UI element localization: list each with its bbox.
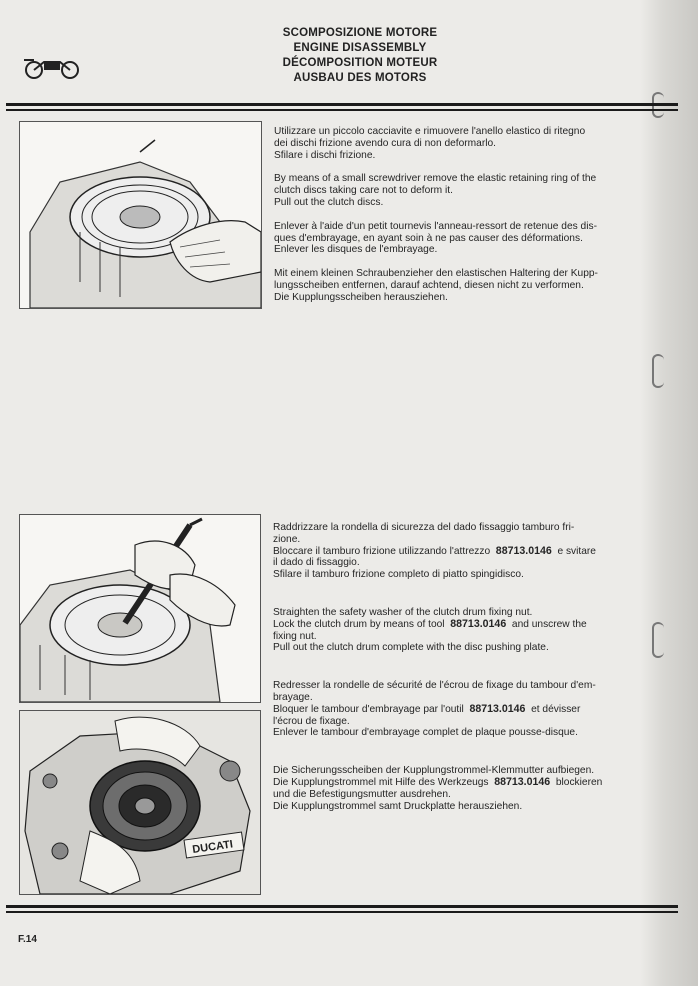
text-line: By means of a small screwdriver remove the elastic retaining ring of the: [274, 173, 597, 185]
text-fragment: and unscrew the: [511, 618, 587, 630]
text-line: Die Sicherungsscheiben der Kupplungstrommel-Klemmutter aufbiegen.: [273, 765, 595, 777]
text-line: Enlever le tambour d'embrayage complet de plaque pousse-disque.: [273, 727, 578, 739]
text-line: Pull out the clutch drum complete with the disc pushing plate.: [273, 642, 549, 654]
text-fragment: blockieren: [555, 776, 603, 788]
text-line: l'écrou de fixage.: [273, 715, 350, 727]
section2-english: [273, 607, 602, 654]
text-fragment: Lock the clutch drum by means of tool: [273, 618, 445, 630]
figure-clutch-drum-removal: [19, 710, 261, 895]
title-en: ENGINE DISASSEMBLY: [293, 42, 427, 54]
figure-clutch-discs: [19, 121, 262, 309]
text-fragment: Bloccare il tamburo frizione utilizzando l'attrezzo: [273, 545, 491, 557]
text-line: [273, 704, 602, 716]
text-line: ques d'embrayage, en ayant soin à ne pas causer des déformations.: [274, 232, 583, 244]
text-line: Sfilare il tamburo frizione completo di piatto spingidisco.: [273, 569, 524, 581]
text-line: Enlever les disques de l'embrayage.: [274, 244, 438, 256]
section1-italian: [274, 126, 598, 161]
binder-ring: [652, 622, 664, 658]
section1-english: [274, 173, 598, 208]
page-title: [240, 26, 480, 86]
title-de: AUSBAU DES MOTORS: [293, 72, 427, 84]
title-fr: DÉCOMPOSITION MOTEUR: [282, 57, 438, 69]
text-line: [273, 619, 602, 631]
text-line: [273, 546, 602, 558]
section1-french: [274, 221, 598, 256]
text-line: Straighten the safety washer of the clutch drum fixing nut.: [273, 606, 533, 618]
section2-french: [273, 680, 602, 739]
section1-text: [274, 126, 598, 316]
text-line: Mit einem kleinen Schraubenzieher den elastischen Haltering der Kupp-: [274, 268, 598, 280]
text-fragment: e svitare: [557, 545, 596, 557]
text-line: Raddrizzare la rondella di sicurezza del dado fissaggio tamburo fri-: [273, 522, 575, 533]
text-fragment: Die Kupplungstrommel mit Hilfe des Werkzeugs: [273, 776, 489, 788]
footer-divider: [6, 905, 678, 908]
text-line: Die Kupplungstrommel samt Druckplatte herausziehen.: [273, 800, 523, 812]
text-line: clutch discs taking care not to deform it.: [274, 185, 453, 197]
text-fragment: et dévisser: [531, 703, 581, 715]
binder-ring: [652, 354, 664, 388]
figure-clutch-drum-tool: [19, 514, 261, 703]
text-line: Utilizzare un piccolo cacciavite e rimuovere l'anello elastico di ritegno: [274, 126, 586, 137]
text-line: und die Befestigungsmutter ausdrehen.: [273, 788, 451, 800]
text-line: Pull out the clutch discs.: [274, 196, 384, 208]
section2-text: [273, 522, 602, 824]
tool-number: 88713.0146: [495, 544, 552, 557]
header-divider-thin: [6, 109, 678, 111]
text-line: Sfilare i dischi frizione.: [274, 149, 376, 161]
text-line: [273, 777, 602, 789]
tool-number: 88713.0146: [494, 775, 551, 788]
text-line: fixing nut.: [273, 630, 317, 642]
text-line: Die Kupplungsscheiben herausziehen.: [274, 291, 448, 303]
text-fragment: Bloquer le tambour d'embrayage par l'outil: [273, 703, 464, 715]
text-line: lungsscheiben entfernen, darauf achtend, diesen nicht zu verformen.: [274, 279, 584, 291]
page-number: F.14: [18, 934, 37, 945]
text-line: zione.: [273, 533, 301, 545]
text-line: Enlever à l'aide d'un petit tournevis l'anneau-ressort de retenue des dis-: [274, 220, 597, 232]
ducati-badge: DUCATI: [191, 838, 234, 856]
header-divider: [6, 103, 678, 106]
text-line: dei dischi frizione avendo cura di non deformarlo.: [274, 137, 496, 149]
text-line: il dado di fissaggio.: [273, 557, 360, 569]
tool-number: 88713.0146: [469, 702, 526, 715]
footer-divider-thin: [6, 911, 678, 913]
page-edge-shadow: [640, 0, 698, 986]
section1-german: [274, 268, 598, 303]
text-line: Redresser la rondelle de sécurité de l'écrou de fixage du tambour d'em-: [273, 680, 596, 692]
text-line: brayage.: [273, 691, 313, 703]
section2-italian: [273, 522, 602, 581]
motorcycle-logo-icon: [20, 56, 84, 80]
title-it: SCOMPOSIZIONE MOTORE: [282, 27, 438, 39]
tool-number: 88713.0146: [450, 617, 507, 630]
section2-german: [273, 765, 602, 812]
